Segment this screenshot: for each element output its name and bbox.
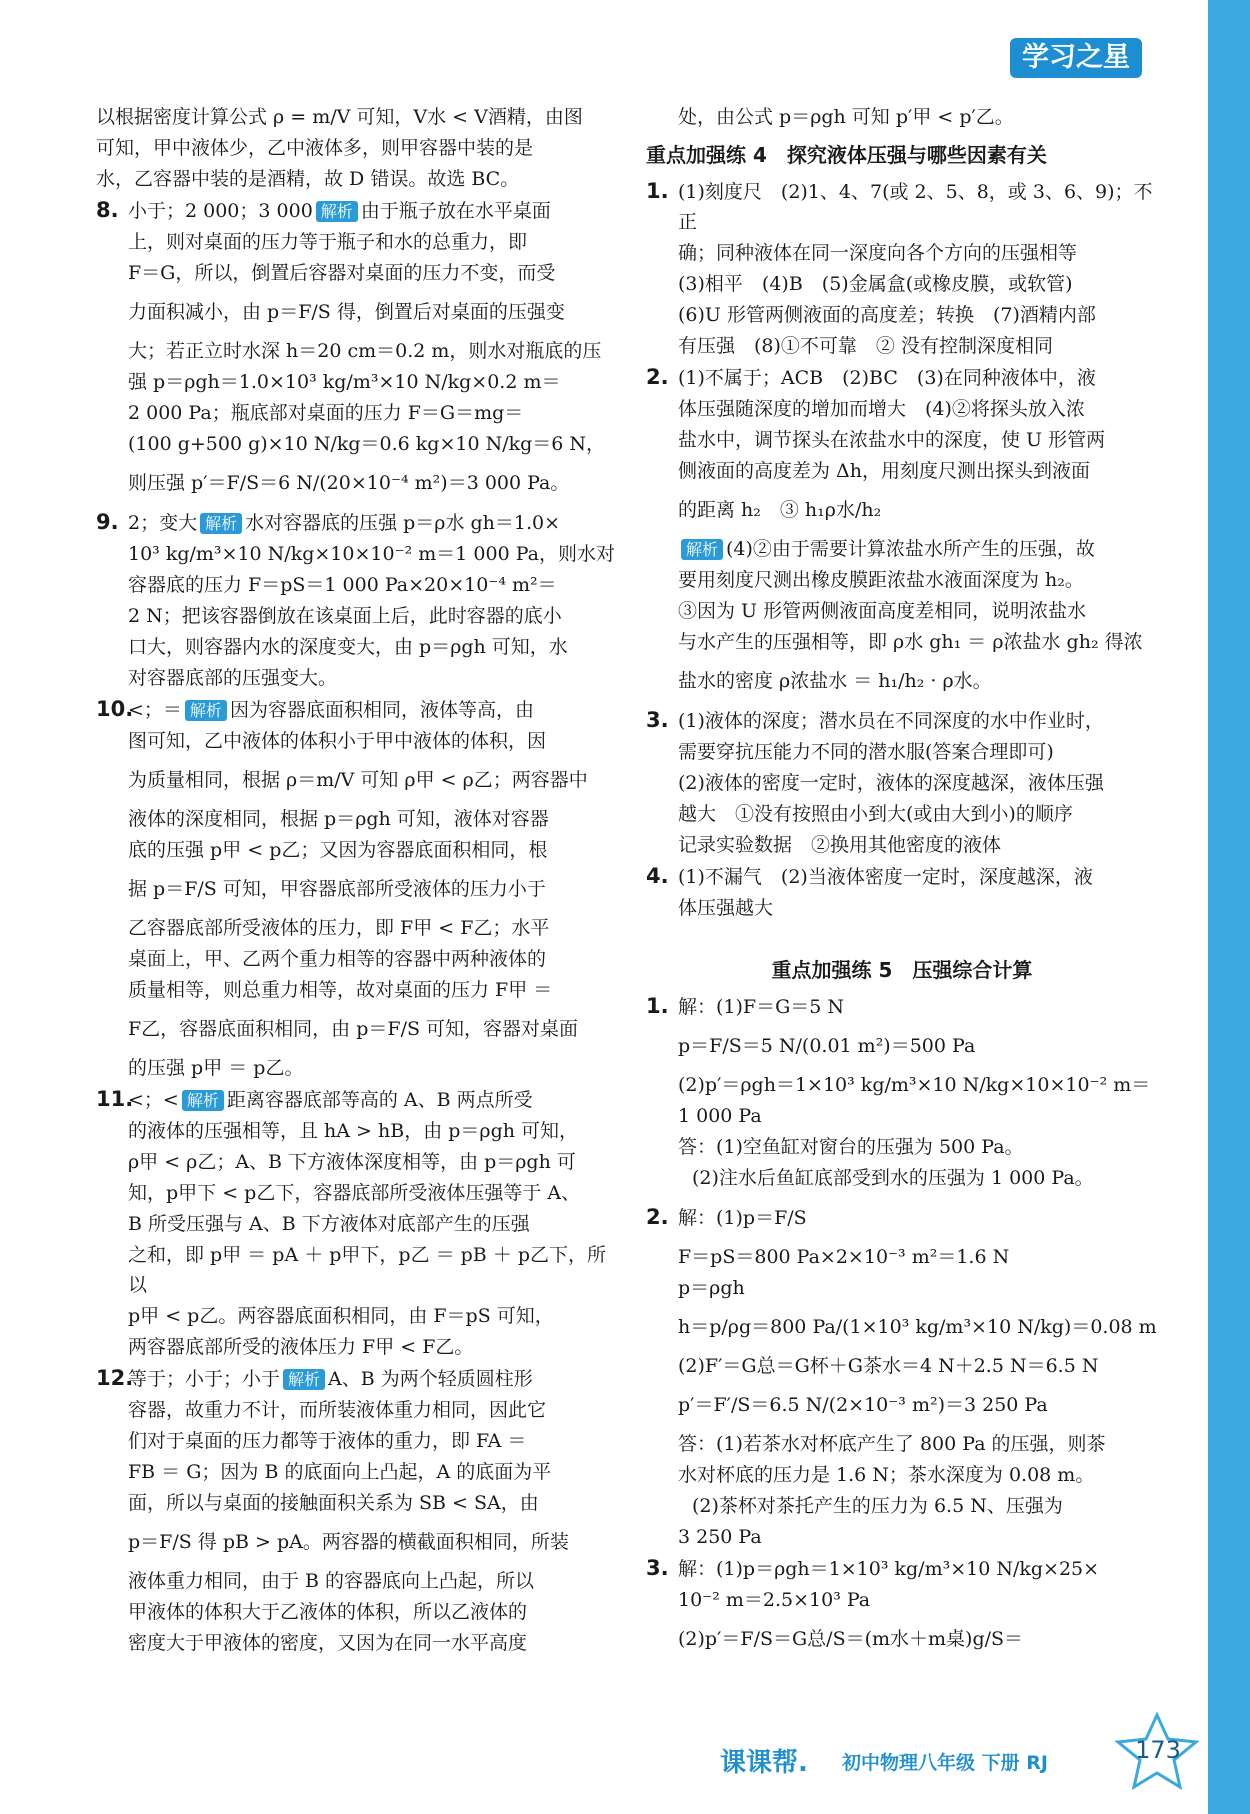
- exp-question-1: [646, 176, 1158, 361]
- footer-logo: 课课帮.: [720, 1748, 808, 1778]
- text-line: 知，p甲下 < p乙下，容器底部所受液体压强等于 A、: [128, 1182, 581, 1204]
- text-line: 以根据密度计算公式 ρ = m/V 可知，V水 < V酒精，由图: [96, 106, 583, 128]
- question-number: 1.: [646, 179, 669, 203]
- text-line: 的液体的压强相等，且 hA > hB，由 p＝ρgh 可知，: [128, 1120, 579, 1142]
- question-number: 8.: [96, 198, 119, 222]
- text-line: 强 p＝ρgh＝1.0×10³ kg/m³×10 N/kg×0.2 m＝: [128, 371, 561, 393]
- text-line: (2)p′＝ρgh＝1×10³ kg/m³×10 N/kg×10×10⁻² m＝: [678, 1074, 1151, 1096]
- text-line: ρ甲 < ρ乙；A、B 下方液体深度相等，由 p＝ρgh 可: [128, 1151, 576, 1173]
- text-line: p甲 < p乙。两容器底面积相同，由 F＝pS 可知，: [128, 1305, 554, 1327]
- question-8: [96, 195, 616, 506]
- text-line: 答：(1)若茶水对杯底产生了 800 Pa 的压强，则茶: [678, 1433, 1106, 1455]
- exp-question-2: [646, 362, 1158, 533]
- text-line: 体压强随深度的增加而增大 (4)②将探头放入浓: [678, 398, 1085, 420]
- text-line: 3 250 Pa: [678, 1526, 762, 1548]
- text-line: 答：(1)空鱼缸对窗台的压强为 500 Pa。: [678, 1136, 1024, 1158]
- text-line: (4)②由于需要计算浓盐水所产生的压强，故: [726, 538, 1095, 560]
- text-line: 盐水的密度 ρ浓盐水 ＝ h₁/h₂ · ρ水。: [678, 670, 992, 692]
- text-line: 10⁻² m＝2.5×10³ Pa: [678, 1589, 871, 1611]
- text-line: 两容器底部所受的液体压力 F甲 < F乙。: [128, 1336, 474, 1358]
- text-line: 需要穿抗压能力不同的潜水服(答案合理即可): [678, 741, 1054, 763]
- text-line: 水对杯底的压力是 1.6 N；茶水深度为 0.08 m。: [678, 1464, 1095, 1486]
- text-line: (2)茶杯对茶托产生的压力为 6.5 N、压强为: [692, 1495, 1063, 1517]
- text-line: 2 N；把该容器倒放在该桌面上后，此时容器的底小: [128, 605, 562, 627]
- text-line: p′＝F′/S＝6.5 N/(2×10⁻³ m²)＝3 250 Pa: [678, 1394, 1048, 1416]
- text-line: 水，乙容器中装的是酒精，故 D 错误。故选 BC。: [96, 168, 520, 190]
- text-line: F＝pS＝800 Pa×2×10⁻³ m²＝1.6 N: [678, 1246, 1010, 1268]
- text-line: (3)相平 (4)B (5)金属盒(或橡皮膜，或软管): [678, 273, 1073, 295]
- text-line: 底的压强 p甲 < p乙；又因为容器底面积相同，根: [128, 839, 548, 861]
- page-number: 173: [1135, 1736, 1181, 1764]
- text-line: (1)液体的深度；潜水员在不同深度的水中作业时，: [678, 710, 1104, 732]
- text-line: 记录实验数据 ②换用其他密度的液体: [678, 834, 1002, 856]
- calc-question-1: [646, 991, 1158, 1193]
- text-line: 质量相等，则总重力相等，故对桌面的压力 F甲 ＝: [128, 979, 553, 1001]
- text-line: (1)不属于；ACB (2)BC (3)在同种液体中，液: [678, 367, 1096, 389]
- text-line: 之和，即 p甲 ＝ pA ＋ p甲下，p乙 ＝ pB ＋ p乙下，所以: [128, 1244, 607, 1296]
- text-line: 乙容器底部所受液体的压力，即 F甲 < F乙；水平: [128, 917, 550, 939]
- text-line: (2)p′＝F/S＝G总/S＝(m水＋m桌)g/S＝: [678, 1628, 1024, 1650]
- text-line: p＝ρgh: [678, 1277, 745, 1299]
- text-line: 水对容器底的压强 p＝ρ水 gh＝1.0×: [245, 512, 561, 534]
- text-line: 据 p＝F/S 可知，甲容器底部所受液体的压力小于: [128, 878, 546, 900]
- text-line: 液体重力相同，由于 B 的容器底向上凸起，所以: [128, 1570, 535, 1592]
- text-line: 的压强 p甲 ＝ p乙。: [128, 1057, 304, 1079]
- question-number: 2.: [646, 365, 669, 389]
- analysis-tag: 解析: [200, 513, 242, 534]
- exp-question-4: [646, 861, 1158, 923]
- exp-analysis-2: [646, 534, 1158, 704]
- text-line: 上，则对桌面的压力等于瓶子和水的总重力，即: [128, 231, 528, 253]
- text-line: 容器底的压力 F＝pS＝1 000 Pa×20×10⁻⁴ m²＝: [128, 574, 557, 596]
- text-line: 力面积减小，由 p＝F/S 得，倒置后对桌面的压强变: [128, 301, 565, 323]
- text-line: 口大，则容器内水的深度变大，由 p＝ρgh 可知，水: [128, 636, 568, 658]
- answer: 小于；2 000；3 000: [128, 200, 313, 222]
- exp-question-3: [646, 705, 1158, 860]
- analysis-tag: 解析: [185, 700, 227, 721]
- text-line: 距离容器底部等高的 A、B 两点所受: [226, 1089, 533, 1111]
- text-line: 大；若正立时水深 h＝20 cm＝0.2 m，则水对瓶底的压: [128, 340, 602, 362]
- analysis-tag: 解析: [182, 1090, 224, 1111]
- text-line: 因为容器底面积相同，液体等高，由: [229, 699, 534, 721]
- text-line: (6)U 形管两侧液面的高度差；转换 (7)酒精内部: [678, 304, 1096, 326]
- text-line: (100 g+500 g)×10 N/kg＝0.6 kg×10 N/kg＝6 N，: [128, 433, 606, 455]
- analysis-tag: 解析: [283, 1369, 325, 1390]
- text-line: 桌面上，甲、乙两个重力相等的容器中两种液体的: [128, 948, 547, 970]
- calc-question-2: [646, 1194, 1158, 1552]
- text-line: 容器，故重力不计，而所装液体重力相同，因此它: [128, 1399, 547, 1421]
- question-11: [96, 1084, 616, 1362]
- text-line: 密度大于甲液体的密度，又因为在同一水平高度: [128, 1632, 528, 1654]
- question-number: 10.: [96, 697, 134, 721]
- text-line: F＝G，所以，倒置后容器对桌面的压力不变，而受: [128, 262, 556, 284]
- question-12: [96, 1363, 616, 1658]
- question-number: 3.: [646, 708, 669, 732]
- text-line: 则压强 p′＝F/S＝6 N/(20×10⁻⁴ m²)＝3 000 Pa。: [128, 472, 570, 494]
- book-title: 初中物理八年级 下册 RJ: [842, 1752, 1048, 1774]
- text-line: (1)刻度尺 (2)1、4、7(或 2、5、8，或 3、6、9)；不正: [678, 181, 1153, 233]
- text-line: (2)F′＝G总＝G杯＋G茶水＝4 N＋2.5 N＝6.5 N: [678, 1355, 1099, 1377]
- text-line: 有压强 (8)①不可靠 ② 没有控制深度相同: [678, 335, 1053, 357]
- analysis-tag: 解析: [681, 539, 723, 560]
- answer: <；＝: [128, 699, 182, 721]
- text-line: 的距离 h₂ ③ h₁ρ水/h₂: [678, 499, 882, 521]
- text-line: 越大 ①没有按照由小到大(或由大到小)的顺序: [678, 803, 1073, 825]
- question-number: 2.: [646, 1205, 669, 1229]
- calc-question-3: [646, 1553, 1158, 1662]
- answer: 等于；小于；小于: [128, 1368, 281, 1390]
- text-line: p＝F/S＝5 N/(0.01 m²)＝500 Pa: [678, 1035, 976, 1057]
- right-column: [646, 102, 1158, 1663]
- text-line: 与水产生的压强相等，即 ρ水 gh₁ ＝ ρ浓盐水 gh₂ 得浓: [678, 631, 1143, 653]
- brand-logo: 学习之星: [1010, 38, 1142, 78]
- question-number: 11.: [96, 1087, 134, 1111]
- text-line: 图可知，乙中液体的体积小于甲中液体的体积，因: [128, 730, 547, 752]
- text-line: 确；同种液体在同一深度向各个方向的压强相等: [678, 242, 1078, 264]
- analysis-tag: 解析: [316, 201, 358, 222]
- text-line: 1 000 Pa: [678, 1105, 762, 1127]
- question-9: [96, 507, 616, 693]
- text-line: 对容器底部的压强变大。: [128, 667, 338, 689]
- text-line: A、B 为两个轻质圆柱形: [328, 1368, 533, 1390]
- question-10: [96, 694, 616, 1083]
- section-title-4: 重点加强练 4 探究液体压强与哪些因素有关: [646, 143, 1047, 167]
- text-line: (2)液体的密度一定时，液体的深度越深，液体压强: [678, 772, 1104, 794]
- text-line: 为质量相同，根据 ρ＝m/V 可知 ρ甲 < ρ乙；两容器中: [128, 769, 588, 791]
- question-number: 9.: [96, 510, 119, 534]
- text-line: B 所受压强与 A、B 下方液体对底部产生的压强: [128, 1213, 530, 1235]
- text-line: F乙，容器底面积相同，由 p＝F/S 可知，容器对桌面: [128, 1018, 579, 1040]
- text-line: ③因为 U 形管两侧液面高度差相同，说明浓盐水: [678, 600, 1087, 622]
- text-line: 解：(1)p＝ρgh＝1×10³ kg/m³×10 N/kg×25×: [678, 1558, 1100, 1580]
- text-line: 由于瓶子放在水平桌面: [360, 200, 551, 222]
- text-line: 解：(1)p＝F/S: [678, 1207, 807, 1229]
- text-line: 10³ kg/m³×10 N/kg×10×10⁻² m＝1 000 Pa，则水对: [128, 543, 615, 565]
- text-line: 处，由公式 p＝ρgh 可知 p′甲 < p′乙。: [678, 106, 1014, 128]
- intro-block: [96, 102, 616, 194]
- section-title-5: 重点加强练 5 压强综合计算: [771, 958, 1033, 982]
- text-line: 们对于桌面的压力都等于液体的重力，即 FA ＝: [128, 1430, 527, 1452]
- text-line: (2)注水后鱼缸底部受到水的压强为 1 000 Pa。: [692, 1167, 1094, 1189]
- answer: 2；变大: [128, 512, 198, 534]
- text-line: (1)不漏气 (2)当液体密度一定时，深度越深，液: [678, 866, 1093, 888]
- text-line: p＝F/S 得 pB > pA。两容器的横截面积相同，所装: [128, 1531, 569, 1553]
- text-line: 解：(1)F＝G＝5 N: [678, 996, 845, 1018]
- text-line: 甲液体的体积大于乙液体的体积，所以乙液体的: [128, 1601, 528, 1623]
- text-line: FB ＝ G；因为 B 的底面向上凸起，A 的底面为平: [128, 1461, 552, 1483]
- text-line: 要用刻度尺测出橡皮膜距浓盐水液面深度为 h₂。: [678, 569, 1084, 591]
- question-number: 1.: [646, 994, 669, 1018]
- text-line: 盐水中，调节探头在浓盐水中的深度，使 U 形管两: [678, 429, 1106, 451]
- left-column: [96, 102, 616, 1659]
- text-line: 面，所以与桌面的接触面积关系为 SB < SA，由: [128, 1492, 539, 1514]
- answer: <；<: [128, 1089, 179, 1111]
- text-line: h＝p/ρg＝800 Pa/(1×10³ kg/m³×10 N/kg)＝0.08 m: [678, 1316, 1157, 1338]
- question-number: 4.: [646, 864, 669, 888]
- side-color-bar: [1208, 0, 1250, 1814]
- question-number: 3.: [646, 1556, 669, 1580]
- text-line: 可知，甲中液体少，乙中液体多，则甲容器中装的是: [96, 137, 534, 159]
- text-line: 液体的深度相同，根据 p＝ρgh 可知，液体对容器: [128, 808, 549, 830]
- text-line: 体压强越大: [678, 897, 774, 919]
- text-line: 侧液面的高度差为 Δh，用刻度尺测出探头到液面: [678, 460, 1090, 482]
- text-line: 2 000 Pa；瓶底部对桌面的压力 F＝G＝mg＝: [128, 402, 524, 424]
- question-number: 12.: [96, 1366, 134, 1390]
